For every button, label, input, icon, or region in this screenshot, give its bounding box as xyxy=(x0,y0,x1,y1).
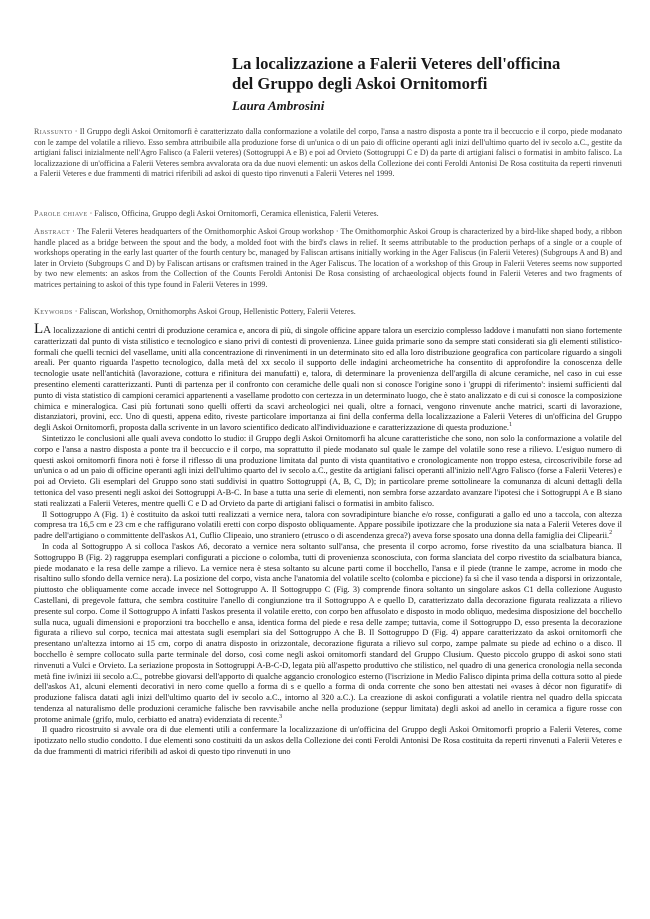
parole-chiave-text: · Falisco, Officina, Gruppo degli Askoi Ornitomorfi, Ceramica ellenistica, Falerii Veteres. xyxy=(89,209,379,218)
article-title xyxy=(232,54,612,94)
keywords-text: · Faliscan, Workshop, Ornithomorphs Askoi Group, Hellenistic Pottery, Falerii Veteres. xyxy=(74,307,356,316)
body-paragraph-1 xyxy=(34,321,622,434)
riassunto-text: · Il Gruppo degli Askoi Ornitomorfi è caratterizzato dalla conformazione a volatile del corpo, l'ansa a nastro disposta a ponte tra il beccuccio e il corpo, piede modanato con le zampe del volatile a rilievo. Esso sembra attribuibile alla produzione forse di un'unica o di un paio di officine operanti agli inizi dell'ultimo quarto del iv secolo a.C., gestite da artigiani falisci inizialmente nell'Agro Falisco (a Falerii veteres) (Sottogruppi A e B) e poi ad Orvieto (Sottogruppi C e D) da parte di artigiani falisci o formatisi in ambito falisco. La localizzazione di un'officina a Falerii Veteres sembra avvalorata ora da due nuovi elementi: un askos della Collezione dei conti Feroldi Antonisi De Rosa costituita da reperti rinvenuti a Falerii Veteres e due frammenti di matrici riferibili ad askoi di questo tipo rinvenuti a Falerii Veteres nel 1999. xyxy=(34,127,622,178)
abstract-block xyxy=(34,227,622,290)
parole-chiave-label: Parole chiave xyxy=(34,209,88,218)
abstract-text: · The Falerii Veteres headquarters of the Ornithomorphic Askoi Group workshop · The Ornithomorphic Askoi Group is characterized by a bird-like shaped body, a ribbon handle placed as a bridge between the spout and the body, a molded foot with the bird's claws in relief. It seems attributable to the production perhaps of a single or a couple of workshops operating in the early last quarter of the fourth century bc, managed by Faliscan artisans initially working in the Ager Faliscus (in Falerii Veteres) (Subgroups A and B) and later in Orvieto (Subgroups C and D) by Faliscan artisans or craftsmen trained in the Ager Faliscus. The location of a workshop of this Group in Falerii Veteres seems now supported by two new elements: an askos from the Collection of the Counts Feroldi Antonisi De Rosa consisting of archaeological objects found in Falerii Veteres and two fragments of matrices pertaining to askoi of this type found in Falerii Veteres in 1999. xyxy=(34,227,622,289)
keywords-block xyxy=(34,307,622,318)
body-paragraph-1-text: localizzazione di antichi centri di produzione ceramica e, ancora di più, di singole officine appare talora un esercizio complesso laddove i manufatti non siano fortemente caratterizzati dal punto di vista stilistico e tecnologico e siano privi di contesti di provenienza. Linee guida primarie sono da sempre stati considerati sia gli elementi stilistico-formali che quelli tecnici del vasellame, uniti alla concentrazione di rinvenimenti in un determinato sito ed alla loro distribuzione geografica con particolare riguardo a singoli areali. Per quanto riguarda l'aspetto tecnologico, dalla metà del xx secolo il supporto delle indagini archeometriche ha consentito di approfondire la conoscenza delle tecnologie usate nell'antichità (lavorazione, cottura e rifinitura dei manufatti) e, talora, di determinare la provenienza dell'argilla di alcune ceramiche, nel caso in cui esse presentino elementi caratterizzanti. Punti di partenza per il confronto con ceramiche delle quali non si conosce l'origine sono i 'gruppi di riferimento': insiemi sufficienti dal punto di vista statistico di campioni ceramici appartenenti a vasellame prodotto con certezza in un determinato luogo, che è stato analizzato e di cui si conosce la composizione chimica e mineralogica. Casi più fortunati sono quelli offerti da scavi archeologici nei quali, oltre a fornaci, vengono rinvenute anche matrici, scarti di lavorazione, distanziatori, provini, ecc. Uno di questi, appena edito, riveste particolare importanza ai fini della conferma della localizzazione a Falerii Veteres di un'officina del Gruppo degli Askoi Ornitomorfi, proposta dalla scrivente in un lavoro scientifico dedicato all'individuazione e caratterizzazione di questa produzione. xyxy=(34,326,622,433)
body-paragraph-5: Il quadro ricostruito si avvale ora di due elementi utili a confermare la localizzazione di un'officina del Gruppo degli Askoi Ornitomorfi proprio a Falerii Veteres, come ipotizzato nello studio condotto. I due elementi sono costituiti da un askos della Collezione dei conti Feroldi Antonisi De Rosa costituita da reperti rinvenuti a Falerii Veteres e da due frammenti di matrici riferibili ad askoi di questo tipo rinvenuti in uno xyxy=(34,725,622,757)
keywords-label: Keywords xyxy=(34,307,73,316)
parole-chiave-block xyxy=(34,209,622,220)
article-author: Laura Ambrosini xyxy=(232,98,325,113)
body-paragraph-4-text: In coda al Sottogruppo A si colloca l'askos A6, decorato a vernice nera soltanto sull'ansa, che presenta il corpo acromo, forse rivestito da una scialbatura bianca. Il Sottogruppo B (Fig. 2) raggruppa esemplari configurati a piccione o colomba, tutti di provenienza sconosciuta, con forma slanciata del corpo rivestito da scialbatura bianca, piede modanato e la resa delle zampe a rilievo. La vernice nera è stesa soltanto su alcune parti come il bocchello, l'ansa e il piede (tranne le zampe, acrome in modo che risaltino sullo sfondo della vernice nera). La posizione del corpo, vista anche l'anatomia del volatile scelto (colomba e piccione) fa sì che il vaso tenda a disporsi in orizzontale, piuttosto che obliquamente come accade invece nel Sottogruppo A. Il Sottogruppo C (Fig. 3) comprende finora soltanto un singolare askos C1 della collezione Augusto Castellani, di pregevole fattura, che sembra costituire l'anello di congiunzione tra il Sottogruppo A e quello D, caratterizzato dalla decorazione figurata realizzata a rilievo presente sul corpo. Come il Sottogruppo A infatti l'askos presenta il volatile eretto, con corpo ben affusolato e disposto in modo obliquo, medesima disposizione del bocchello sulla nuca, uguali dimensioni e proporzioni tra bocchello e ansa, identica forma del piede e resa delle zampe; tuttavia, come il Sottogruppo D, esso presenta la decorazione figurata a rilievo sul corpo, tecnica mai attestata sugli esemplari sia del Sottogruppo A che B. Il Sottogruppo D (Fig. 4) appare caratterizzato da askoi ornitomorfi che presentano un'altezza intorno ai 15 cm, corpo di anatra disposto in orizzontale, decorazione figurata a rilievo sul corpo, zampe palmate su piede ad echino o a disco. Il bocchello è sempre collocato sulla parte terminale del dorso, così come negli askoi ornitomorfi standard del Gruppo Clusium. Questo piccolo gruppo di askoi sono stati rinvenuti a Vulci e Orvieto. La seriazione proposta in Sottogruppi A-B-C-D, legata più all'aspetto produttivo che stilistico, nel quadro di una generica cronologia nella seconda metà fine iv/inizi iii secolo a.C., potrebbe giovarsi dell'apporto di qualche aggancio cronologico esterno (l'iscrizione in Medio Falisco dipinta prima della cottura sotto al piede dell'askos A1, alcuni elementi decorativi in nero come quello a forma di s e quello a forma di onda corrente che sono ben attestati nei «vases à décor non figuratif» di produzione falisca datati agli inizi dell'ultimo quarto del iv secolo a.C., intorno al 320 a.C.). La creazione di askoi configurati a volatile rientra nel quadro della spiccata tendenza al naturalismo delle produzioni ceramiche falische ben ravvisabile anche nella produzione (seppur limitata) degli askoi ad anello in ceramica a figure rosse con protome animale (grifo, mulo, cerbiatto ed anatra) evidenziata di recente. xyxy=(34,541,622,724)
body-paragraph-3-text: Il Sottogruppo A (Fig. 1) è costituito da askoi tutti realizzati a vernice nera, talora con sovradipinture bianche e/o rosse, configurati a gallo ed uno a taccola, con altezza compresa tra 16,5 cm e 23 cm e che raffigurano volatili eretti con corpo disposto obliquamente. Appare possibile ipotizzare che la produzione sia nata a Falerii Veteres dove il padre dell'artigiano o committente dell'askos A1, Cuflio Clipeaio, uno straniero (etrusco o di ascendenza greca?) aveva forse sposato una donna della famiglia dei Clipearii. xyxy=(34,509,622,541)
body-paragraph-3 xyxy=(34,510,622,542)
riassunto-label: Riassunto xyxy=(34,127,73,136)
footnote-ref-1[interactable]: 1 xyxy=(509,422,513,429)
dropcap: La xyxy=(34,321,52,337)
article-title-line-1: La localizzazione a Falerii Veteres dell'officina xyxy=(232,54,561,73)
body-paragraph-4 xyxy=(34,542,622,726)
footnote-ref-2[interactable]: 2 xyxy=(609,530,613,537)
body-paragraph-2: Sintetizzo le conclusioni alle quali aveva condotto lo studio: il Gruppo degli Askoi Ornitomorfi ha alcune caratteristiche che sono, non solo la conformazione a volatile del corpo e l'ansa a nastro disposta a ponte tra il beccuccio e il corpo, ma soprattutto il piede modanato sul quale le zampe del volatile sono rese a rilievo. L'esiguo numero di questi askoi ornitomorfi finora noti è forse il riflesso di una produzione limitata dal punto di vista quantitativo e cronologicamente non troppo estesa, circoscrivibile forse ad un'unica o ad un paio di officine operanti agli inizi dell'ultimo quarto del iv secolo a.C., gestite da artigiani falisci operanti all'inizio nell'Agro Falisco (forse a Falerii Veteres) e poi ad Orvieto. Gli esemplari del Gruppo sono stati suddivisi in quattro Sottogruppi (A, B, C, D); in particolare preme sottolineare la comunanza di alcuni dettagli della tettonica del vaso presenti negli askoi dei Sottogruppi A-B-C. In base a tutta una serie di elementi, non sembra forse azzardato avanzare l'ipotesi che i Sottogruppi A e B siano stati realizzati a Falerii Veteres, mentre quelli C e D ad Orvieto da parte di artigiani falisci o formatisi in ambito falisco. xyxy=(34,433,622,508)
article-body xyxy=(34,321,622,758)
abstract-label: Abstract xyxy=(34,227,71,236)
riassunto-block xyxy=(34,127,622,180)
article-title-line-2: del Gruppo degli Askoi Ornitomorfi xyxy=(232,74,488,93)
footnote-ref-3[interactable]: 3 xyxy=(279,713,283,720)
